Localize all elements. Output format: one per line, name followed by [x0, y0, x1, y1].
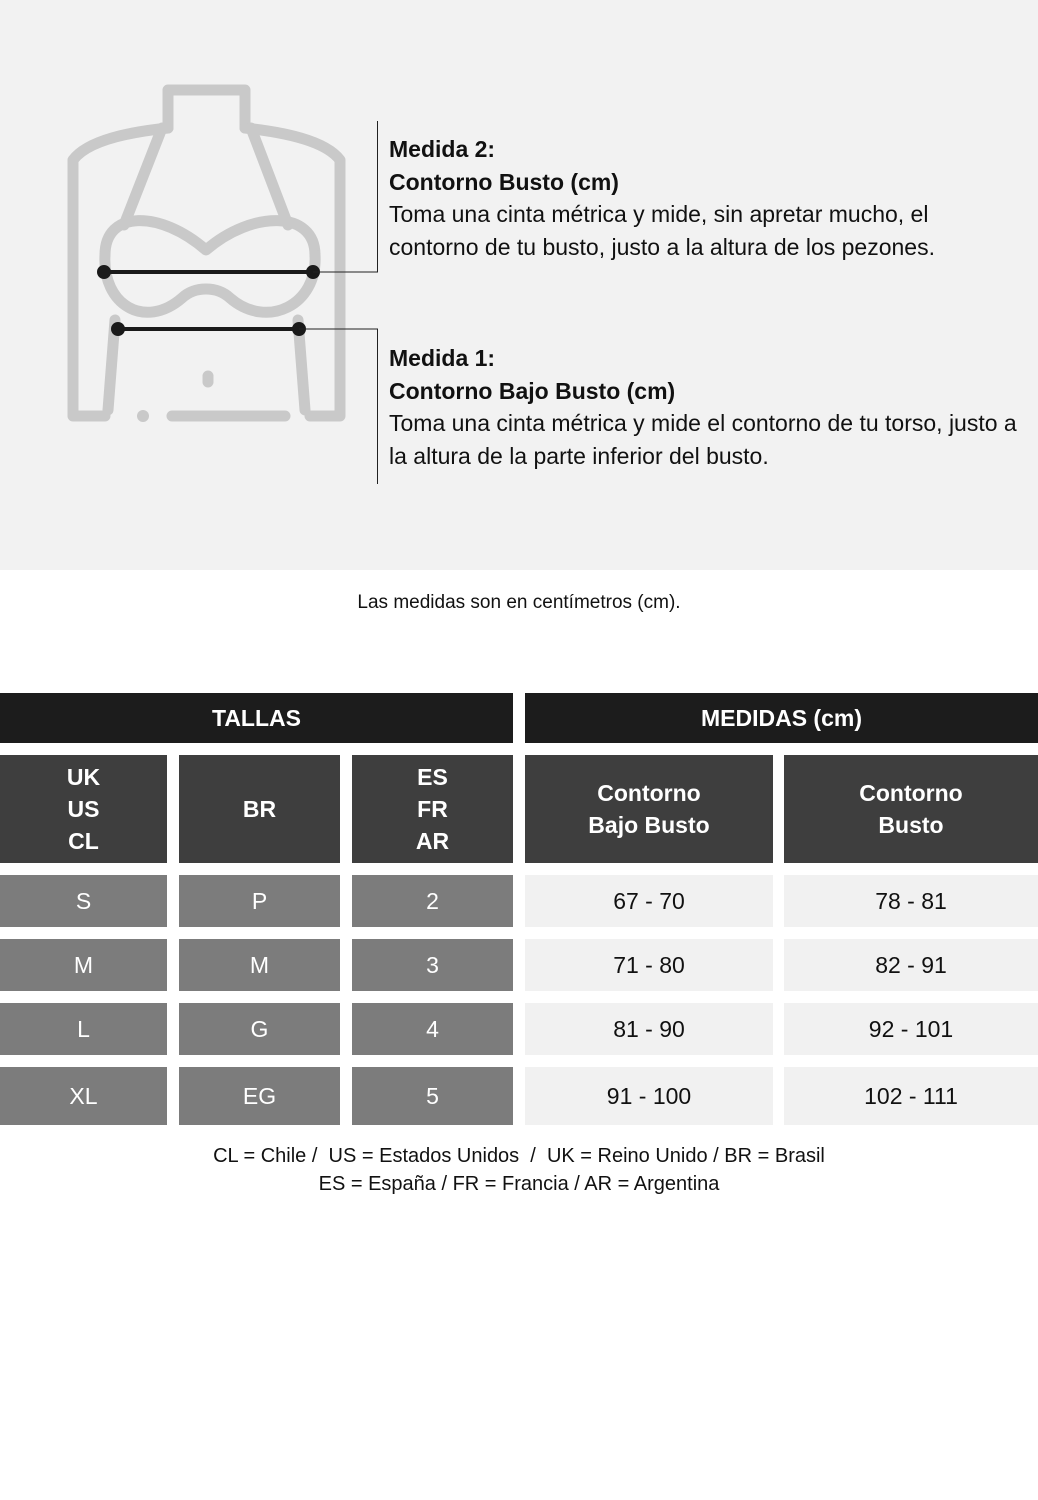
guide-line-medida-1: [377, 329, 378, 484]
column-header-br: [179, 755, 340, 863]
table-cell-size-es: 2: [352, 875, 513, 927]
group-header-tallas: TALLAS: [0, 693, 513, 743]
table-cell-bajo-busto: 91 - 100: [525, 1067, 773, 1125]
medida-1-block: [389, 342, 1019, 472]
table-cell-size-uk: XL: [0, 1067, 167, 1125]
column-header-contorno-busto: [784, 755, 1038, 863]
header-line: UK: [66, 764, 101, 790]
legend-line-2: ES = España / FR = Francia / AR = Argentina: [318, 1173, 720, 1195]
table-cell-size-br: M: [179, 939, 340, 991]
group-header-medidas: MEDIDAS (cm): [525, 693, 1038, 743]
country-legend: [0, 1142, 1038, 1198]
header-line: Contorno: [597, 780, 701, 806]
table-cell-busto: 82 - 91: [784, 939, 1038, 991]
header-line: ES: [417, 764, 448, 790]
medida-1-description: Toma una cinta métrica y mide el contorno de tu torso, justo a la altura de la parte inferior del busto.: [389, 410, 1017, 469]
table-cell-size-uk: S: [0, 875, 167, 927]
units-note: Las medidas son en centímetros (cm).: [357, 592, 681, 613]
table-cell-busto: 102 - 111: [784, 1067, 1038, 1125]
legend-line-1: CL = Chile / US = Estados Unidos / UK = Reino Unido / BR = Brasil: [213, 1145, 825, 1167]
medida-2-title: Medida 2:: [389, 136, 496, 162]
column-header-contorno-bajo-busto: [525, 755, 773, 863]
medida-1-subtitle: Contorno Bajo Busto (cm): [389, 377, 676, 404]
header-line: US: [67, 796, 100, 822]
table-cell-busto: 92 - 101: [784, 1003, 1038, 1055]
table-cell-bajo-busto: 67 - 70: [525, 875, 773, 927]
table-cell-size-br: P: [179, 875, 340, 927]
medida-2-block: [389, 133, 1019, 263]
table-cell-size-br: G: [179, 1003, 340, 1055]
header-line: Bajo Busto: [588, 812, 710, 838]
medida-1-title: Medida 1:: [389, 345, 496, 371]
header-line: Contorno: [859, 780, 963, 806]
header-line: FR: [417, 796, 448, 822]
bra-torso-icon: [60, 80, 380, 490]
table-cell-size-uk: M: [0, 939, 167, 991]
measurement-guide-panel: [0, 0, 1038, 570]
header-line: Busto: [878, 812, 944, 838]
column-header-uk-us-cl: [0, 755, 167, 863]
table-cell-size-es: 5: [352, 1067, 513, 1125]
column-header-es-fr-ar: [352, 755, 513, 863]
header-line: BR: [242, 796, 277, 822]
table-cell-size-es: 4: [352, 1003, 513, 1055]
header-line: CL: [68, 828, 99, 854]
header-line: AR: [415, 828, 450, 854]
table-cell-busto: 78 - 81: [784, 875, 1038, 927]
medida-2-subtitle: Contorno Busto (cm): [389, 168, 619, 195]
table-cell-size-uk: L: [0, 1003, 167, 1055]
table-cell-size-es: 3: [352, 939, 513, 991]
guide-line-medida-2: [377, 121, 378, 272]
medida-2-description: Toma una cinta métrica y mide, sin apretar mucho, el contorno de tu busto, justo a la altura de los pezones.: [389, 201, 935, 260]
table-cell-bajo-busto: 71 - 80: [525, 939, 773, 991]
table-cell-size-br: EG: [179, 1067, 340, 1125]
table-cell-bajo-busto: 81 - 90: [525, 1003, 773, 1055]
